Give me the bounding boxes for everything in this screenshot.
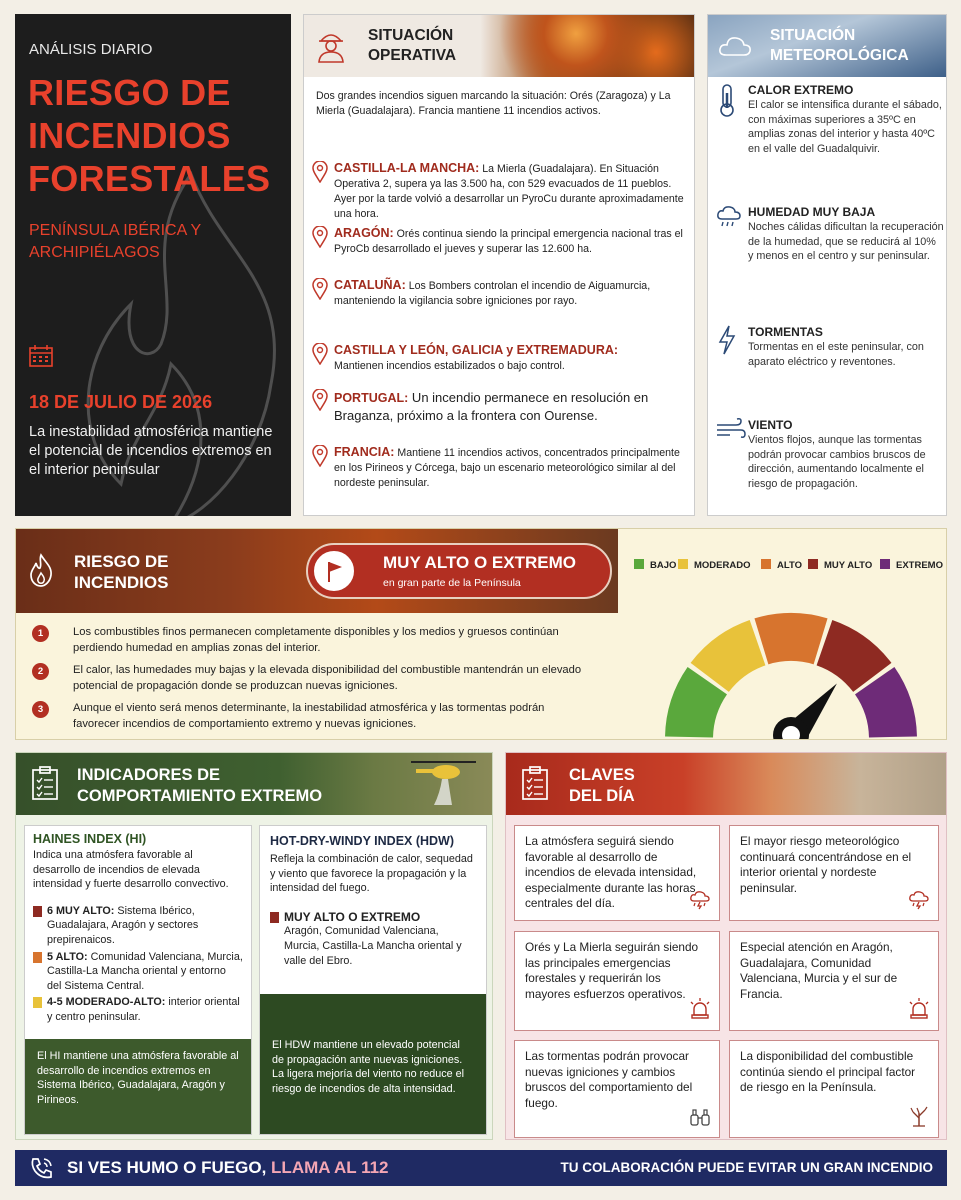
region-text (334, 226, 687, 257)
meteo-item-text: Vientos flojos, aunque las tormentas podrán provocar cambios bruscos de dirección, aumentando localmente el riesgo de propagación. (748, 434, 926, 490)
index-level: MUY ALTO O EXTREMO (284, 909, 421, 924)
region-text (334, 445, 687, 491)
key-card (514, 931, 720, 1031)
risk-level: MUY ALTO O EXTREMO (383, 553, 576, 572)
key-card-text: La disponibilidad del combustible continúa siendo el principal factor de riesgo en la Península. (740, 1049, 916, 1094)
operativa-title (368, 26, 456, 66)
region-item (312, 445, 687, 491)
region-name: FRANCIA: (334, 445, 395, 459)
key-card (514, 825, 720, 921)
report-date: 18 DE JULIO DE 2026 (29, 392, 213, 412)
location-pin-icon (312, 445, 328, 467)
clipboard-icon (521, 766, 549, 800)
indicators-header (16, 753, 493, 815)
key-card-text: El mayor riesgo meteorológico continuará concentrándose en el interior oriental y nordeste peninsular. (740, 834, 912, 895)
index-item (33, 995, 243, 1024)
region-name: CATALUÑA: (334, 278, 406, 292)
header-fire-image (496, 15, 695, 77)
haines-footer: El HI mantiene una atmósfera favorable al desarrollo de incendios extremos en Sistema Ibérico, Guadalajara, Aragón y Pirineos. (25, 1039, 251, 1134)
main-title (28, 71, 270, 200)
point-number: 1 (32, 625, 49, 642)
risk-gauge (656, 611, 926, 740)
emergency-call-text (67, 1158, 389, 1178)
main-title-line1: RIESGO DE (28, 72, 231, 113)
index-text: Comunidad Valenciana, Murcia, Castilla-La Mancha oriental y entorno del Sistema Central. (47, 950, 243, 992)
index-item (33, 950, 243, 994)
region-desc: Orés continua siendo la principal emergencia nacional tras el PyroCb desarrollado el jueves y superar las 12.600 ha. (334, 228, 683, 255)
risk-title-line1: RIESGO DE (74, 552, 169, 571)
main-title-line3: FORESTALES (28, 158, 271, 199)
legend-swatch (808, 559, 818, 569)
legend-item (761, 559, 802, 571)
haines-items (33, 904, 243, 1025)
haines-card (24, 825, 252, 1135)
risk-point (32, 701, 592, 732)
risk-panel (15, 528, 947, 740)
operativa-title-line2: OPERATIVA (368, 47, 457, 64)
cover-summary: La inestabilidad atmosférica mantiene el potencial de incendios extremos en el interior peninsular (29, 424, 273, 478)
meteo-item-title: VIENTO (748, 418, 793, 432)
index-item (33, 904, 243, 948)
indicators-title-line2: COMPORTAMIENTO EXTREMO (77, 787, 323, 805)
meteo-title-line2: METEOROLÓGICA (770, 47, 909, 64)
keys-title-line2: DEL DÍA (569, 787, 635, 805)
subtitle (29, 220, 201, 264)
meteo-item-title: HUMEDAD MUY BAJA (748, 205, 876, 219)
point-text: Los combustibles finos permanecen completamente disponibles y los medios y gruesos continúan perdiendo humedad en amplias zonas del interior. (73, 626, 559, 654)
legend-item (634, 559, 676, 571)
operativa-intro: Dos grandes incendios siguen marcando la situación: Orés (Zaragoza) y La Mierla (Guadalajara). Francia mantiene 11 incendios activos. (316, 90, 671, 117)
region-text (334, 278, 687, 309)
point-number: 2 (32, 663, 49, 680)
location-pin-icon (312, 278, 328, 300)
legend-label: BAJO (650, 560, 677, 571)
level-swatch (33, 952, 42, 963)
hdw-title: HOT-DRY-WINDY INDEX (HDW) (270, 834, 455, 848)
gauge-segment-alto (754, 613, 827, 664)
meteo-title-line1: SITUACIÓN (770, 27, 856, 44)
main-title-line2: INCENDIOS (28, 115, 231, 156)
point-text: El calor, las humedades muy bajas y la elevada disponibilidad del combustible mantendrán un elevado potencial de propagación donde se produzcan nuevas igniciones. (73, 664, 582, 692)
meteo-title (770, 26, 909, 66)
region-desc: Los Bombers controlan el incendio de Aiguamurcia, manteniendo la vigilancia sobre igniciones por rayo. (334, 280, 651, 307)
legend-swatch (634, 559, 644, 569)
hdw-card (259, 825, 487, 1135)
wind-icon (716, 418, 746, 445)
collaboration-text: TU COLABORACIÓN PUEDE EVITAR UN GRAN INCENDIO (560, 1160, 933, 1175)
level-swatch (33, 906, 42, 917)
region-desc: La Mierla (Guadalajara). En Situación Operativa 2, supera ya las 3.500 ha, con 529 evacuados de 11 pueblos. Ayer por la tarde volvió a desarrollar un PyroCu durante aproximadamente una hora. (334, 163, 684, 220)
operativa-panel (303, 14, 695, 516)
thermometer-icon (716, 83, 738, 122)
key-card (729, 825, 939, 921)
index-text: interior oriental y centro peninsular. (47, 996, 240, 1023)
keys-header (506, 753, 947, 815)
siren-icon (908, 998, 930, 1025)
legend-label: MODERADO (694, 560, 751, 571)
region-item (312, 226, 687, 257)
legend-item (808, 559, 872, 571)
region-desc: Mantienen incendios estabilizados o bajo control. (334, 360, 565, 372)
footer-banner (15, 1150, 947, 1186)
helicopter-icon (396, 757, 486, 807)
meteo-panel (707, 14, 947, 516)
region-desc: Mantiene 11 incendios activos, concentrados principalmente en los Pirineos y Córcega, bajo un escenario meteorológico similar al del nordeste peninsular. (334, 447, 680, 489)
keys-panel (505, 752, 947, 1140)
index-level: 5 ALTO: (47, 950, 88, 963)
siren-icon (689, 998, 711, 1025)
meteo-item-title: CALOR EXTREMO (748, 83, 854, 97)
key-card (729, 931, 939, 1031)
index-level: 4-5 MODERADO-ALTO: (47, 996, 166, 1009)
location-pin-icon (312, 226, 328, 248)
dry-tree-icon (908, 1105, 930, 1132)
point-number: 3 (32, 701, 49, 718)
legend-item (880, 559, 943, 571)
region-desc: Un incendio permanece en resolución en Braganza, próximo a la frontera con Ourense. (334, 390, 649, 423)
region-text (334, 161, 687, 222)
meteo-item-title: TORMENTAS (748, 325, 823, 339)
risk-title (74, 551, 168, 593)
subtitle-line2: ARCHIPIÉLAGOS (29, 244, 160, 261)
meteo-item (716, 325, 944, 369)
indicators-title (77, 765, 322, 807)
binoculars-icon (689, 1109, 711, 1132)
risk-level-sub: en gran parte de la Península (383, 577, 521, 589)
legend-swatch (880, 559, 890, 569)
daily-label: ANÁLISIS DIARIO (29, 41, 153, 58)
risk-title-line2: INCENDIOS (74, 573, 169, 592)
hdw-body (260, 826, 486, 968)
risk-header (16, 529, 618, 613)
legend-item (678, 559, 750, 571)
level-swatch (270, 912, 279, 923)
indicators-title-line1: INDICADORES DE (77, 766, 221, 784)
risk-point (32, 625, 592, 656)
location-pin-icon (312, 161, 328, 183)
indicators-panel (15, 752, 493, 1140)
region-name: PORTUGAL: (334, 391, 409, 405)
legend-label: MUY ALTO (824, 560, 873, 571)
region-item (312, 161, 687, 222)
region-text (334, 389, 687, 425)
storm-cloud-icon (908, 890, 930, 915)
operativa-header (304, 15, 695, 77)
index-text: Sistema Ibérico, Guadalajara, Aragón y sectores prepirenaicos. (47, 904, 199, 946)
meteo-item (716, 205, 944, 264)
rain-cloud-icon (716, 205, 742, 234)
legend-swatch (761, 559, 771, 569)
legend-swatch (678, 559, 688, 569)
region-name: CASTILLA Y LEÓN, GALICIA y EXTREMADURA: (334, 343, 619, 357)
meteo-header (708, 15, 947, 77)
haines-title: HAINES INDEX (HI) (33, 832, 147, 846)
key-card-text: La atmósfera seguirá siendo favorable al desarrollo de incendios de elevada intensidad, especialmente durante las horas centrales del día. (525, 834, 697, 910)
meteo-item (716, 83, 944, 156)
operativa-title-line1: SITUACIÓN (368, 27, 454, 44)
phone-icon (29, 1156, 55, 1180)
firefighter-icon (316, 29, 346, 63)
meteo-item-text: El calor se intensifica durante el sábado, con máximas superiores a 35ºC en amplias zonas del interior y hasta 40ºC en el valle del Guadalquivir. (748, 99, 942, 155)
point-text: Aunque el viento será menos determinante, la inestabilidad atmosférica y las tormentas podrán favorecer incendios de comportamiento extremo y nuevas igniciones. (73, 702, 545, 730)
emergency-call-lead: SI VES HUMO O FUEGO, (67, 1158, 267, 1177)
hdw-desc: Refleja la combinación de calor, sequedad y viento que favorece la propagación y la intensidad del fuego. (270, 853, 473, 895)
location-pin-icon (312, 389, 328, 411)
fire-icon (28, 553, 54, 587)
risk-level-badge (306, 543, 612, 599)
cover-panel (15, 14, 291, 516)
flag-badge-circle (312, 549, 356, 593)
keys-title-line1: CLAVES (569, 766, 635, 784)
haines-body (25, 826, 251, 1025)
meteo-item-text: Noches cálidas dificultan la recuperación de la humedad, que se reducirá al 10% y menos en el centro y sur peninsular. (748, 221, 944, 263)
meteo-item (716, 418, 944, 491)
region-item (312, 278, 687, 309)
emergency-number: LLAMA AL 112 (271, 1158, 389, 1177)
cloud-icon (718, 35, 752, 57)
subtitle-line1: PENÍNSULA IBÉRICA Y (29, 222, 202, 239)
index-level: 6 MUY ALTO: (47, 904, 115, 917)
index-text: Aragón, Comunidad Valenciana, Murcia, Castilla-La Mancha oriental y valle del Ebro. (284, 925, 462, 967)
hdw-footer: El HDW mantiene un elevado potencial de propagación ante nuevas igniciones. La ligera mejoría del viento no reduce el riesgo de incendios de alta intensidad. (260, 994, 486, 1134)
key-card-text: Orés y La Mierla seguirán siendo las principales emergencias forestales y requerirán los mayores esfuerzos operativos. (525, 940, 699, 1001)
level-swatch (33, 997, 42, 1008)
risk-point (32, 663, 592, 694)
region-text (334, 343, 687, 374)
flag-icon (325, 560, 345, 584)
key-card (514, 1040, 720, 1138)
region-item (312, 389, 687, 425)
region-name: ARAGÓN: (334, 226, 394, 240)
legend-label: EXTREMO (896, 560, 943, 571)
region-item (312, 343, 687, 374)
region-name: CASTILLA-LA MANCHA: (334, 161, 480, 175)
key-card-text: Las tormentas podrán provocar nuevas igniciones y cambios bruscos del comportamiento del fuego. (525, 1049, 693, 1110)
key-card-text: Especial atención en Aragón, Guadalajara, Comunidad Valenciana, Murcia y el sur de Francia. (740, 940, 898, 1001)
calendar-icon (29, 345, 53, 367)
storm-cloud-icon (689, 890, 711, 915)
lightning-icon (716, 325, 738, 360)
meteo-item-text: Tormentas en el este peninsular, con aparato eléctrico y reventones. (748, 341, 924, 368)
hdw-items (270, 910, 476, 968)
location-pin-icon (312, 343, 328, 365)
clipboard-icon (31, 766, 59, 800)
haines-desc: Indica una atmósfera favorable al desarrollo de incendios de elevada intensidad y fuerte desarrollo convectivo. (33, 849, 229, 891)
key-card (729, 1040, 939, 1138)
legend-label: ALTO (777, 560, 802, 571)
index-item (270, 910, 476, 968)
keys-title (569, 765, 635, 807)
